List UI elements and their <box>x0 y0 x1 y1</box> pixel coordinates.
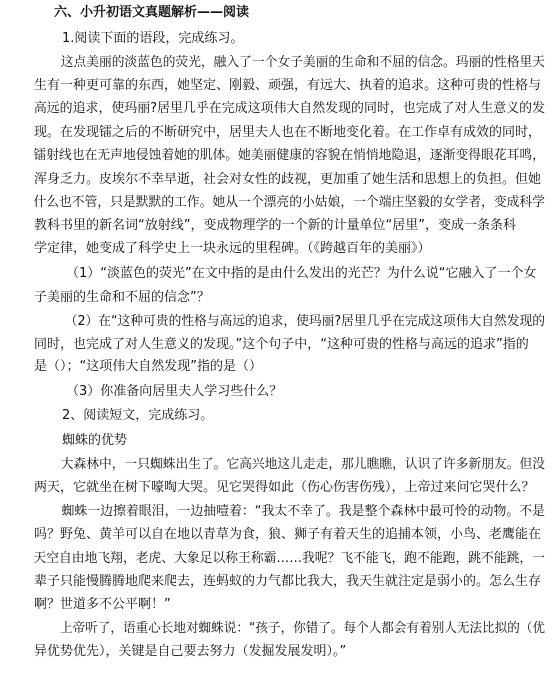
story-title: 蜘蛛的优势 <box>62 433 128 448</box>
story-line: 辈子只能慢腾腾地爬来爬去，连蚂蚁的力气都比我大，我天生就注定是弱小的。怎么生存 <box>34 574 542 589</box>
section-title <box>0 2 553 24</box>
passage1-line: 浑身乏力。皮埃尔不幸早逝，社会对女性的歧视，更加重了她生活和思想上的负担。但她 <box>34 172 542 187</box>
story-line: 上帝听了，语重心长地对蜘蛛说：“孩子，你错了。每个人都会有着别人无法比拟的（优 <box>60 621 546 636</box>
passage1-line: 生有一种更可靠的东西，她坚定、刚毅、顽强，有远大、执着的追求。这种可贵的性格与 <box>34 78 542 93</box>
story-line: 天空自由地飞翔，老虎、大象足以称王称霸……我呢？飞不能飞，跑不能跑，跳不能跳，一 <box>33 551 545 566</box>
passage1-line: 教科书里的新名词“放射线”，变成物理学的一个新的计量单位“居里”，变成一条条科 <box>34 218 516 233</box>
section-title-text: 六、小升初语文真题解析——阅读 <box>54 5 250 20</box>
passage1-line: 什么也不管，只是默默的工作。她从一个漂亮的小姑娘，一个端庄坚毅的女学者，变成科学 <box>33 195 545 210</box>
q1-heading <box>0 28 553 50</box>
passage1-line: 学定律，她变成了科学史上一块永远的里程碑。（《跨越百年的美丽》） <box>34 241 431 256</box>
q1-heading-text: 1.阅读下面的语段，完成练习。 <box>62 31 244 46</box>
passage1-line: 镭射线也在无声地侵蚀着她的肌体。她美丽健康的容貌在悄悄地隐退，逐渐变得眼花耳鸣， <box>33 148 545 163</box>
story-line: 异优势优先），关键是自己要去努力（发掘发展发明）。” <box>34 644 347 659</box>
story-line: 蜘蛛一边擦着眼泪，一边抽噎着：“我太不幸了。我是整个森林中最可怜的动物。不是 <box>61 504 546 519</box>
story-line: 吗？野兔、黄羊可以自在地以青草为食，狼、狮子有着天生的追捕本领，小鸟、老鹰能在 <box>34 527 542 542</box>
story-line: 大森林中，一只蜘蛛出生了。它高兴地这儿走走，那儿瞧瞧，认识了许多新朋友。但没 <box>60 457 546 472</box>
passage1-line: 现。在发现镭之后的不断研究中，居里夫人也在不断地变化着。在工作卓有成效的同时， <box>34 125 542 140</box>
passage1-line: 高远的追求，使玛丽?居里几乎在完成这项伟大自然发现的同时，也完成了对人生意义的发 <box>33 101 546 116</box>
q2-heading: 2、阅读短文，完成练习。 <box>62 408 214 423</box>
q1-subquestion-3: （3）你准备向居里夫人学习些什么？ <box>66 384 283 399</box>
passage1-line: 这点美丽的淡蓝色的荧光，融入了一个女子美丽的生命和不屈的信念。玛丽的性格里天 <box>60 55 546 70</box>
story-line: 两天，它就坐在树下嚎啕大哭。见它哭得如此（伤心伤害伤残），上帝过来问它哭什么？ <box>34 480 535 495</box>
story-line: 啊？世道多不公平啊！” <box>34 597 171 612</box>
